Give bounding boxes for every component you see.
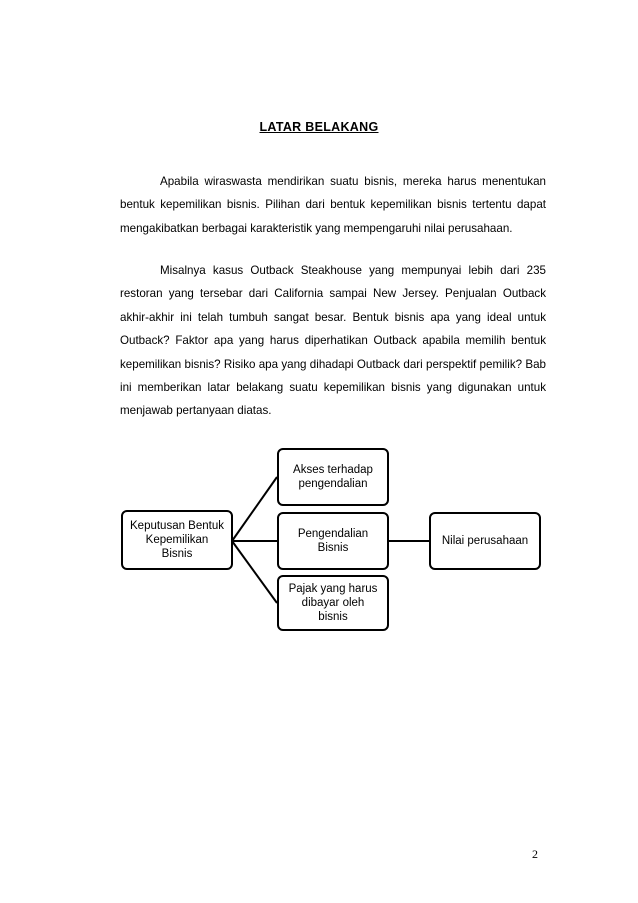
connector-left-to-bottom <box>232 541 277 603</box>
box-access-to-control: Akses terhadap pengendalian <box>277 448 389 506</box>
section-heading: LATAR BELAKANG <box>259 120 379 134</box>
box-ownership-decision: Keputusan Bentuk Kepemilikan Bisnis <box>121 510 233 570</box>
page-number: 2 <box>532 847 538 861</box>
connector-left-to-top <box>232 477 277 541</box>
paragraph-intro: Apabila wiraswasta mendirikan suatu bisnis, mereka harus menentukan bentuk kepemilikan bisnis. Pilihan dari bentuk kepemilikan bisnis tertentu dapat mengakibatkan berbagai karakteristik yang mempengaruhi nilai perusahaan. <box>120 175 546 235</box>
box-company-value: Nilai perusahaan <box>429 512 541 570</box>
box-business-control: Pengendalian Bisnis <box>277 512 389 570</box>
paragraph-outback-case: Misalnya kasus Outback Steakhouse yang mempunyai lebih dari 235 restoran yang tersebar dari California sampai New Jersey. Penjualan Outback akhir-akhir ini telah tumbuh sangat besar. Bentuk bisnis apa yang ideal untuk Outback? Faktor apa yang harus diperhatikan Outback apabila memilih bentuk kepemilikan bisnis? Risiko apa yang dihadapi Outback dari perspektif pemilik? Bab ini memberikan latar belakang suatu kepemilikan bisnis yang digunakan untuk menjawab pertanyaan diatas. <box>120 264 546 418</box>
box-tax-payable: Pajak yang harus dibayar oleh bisnis <box>277 575 389 631</box>
